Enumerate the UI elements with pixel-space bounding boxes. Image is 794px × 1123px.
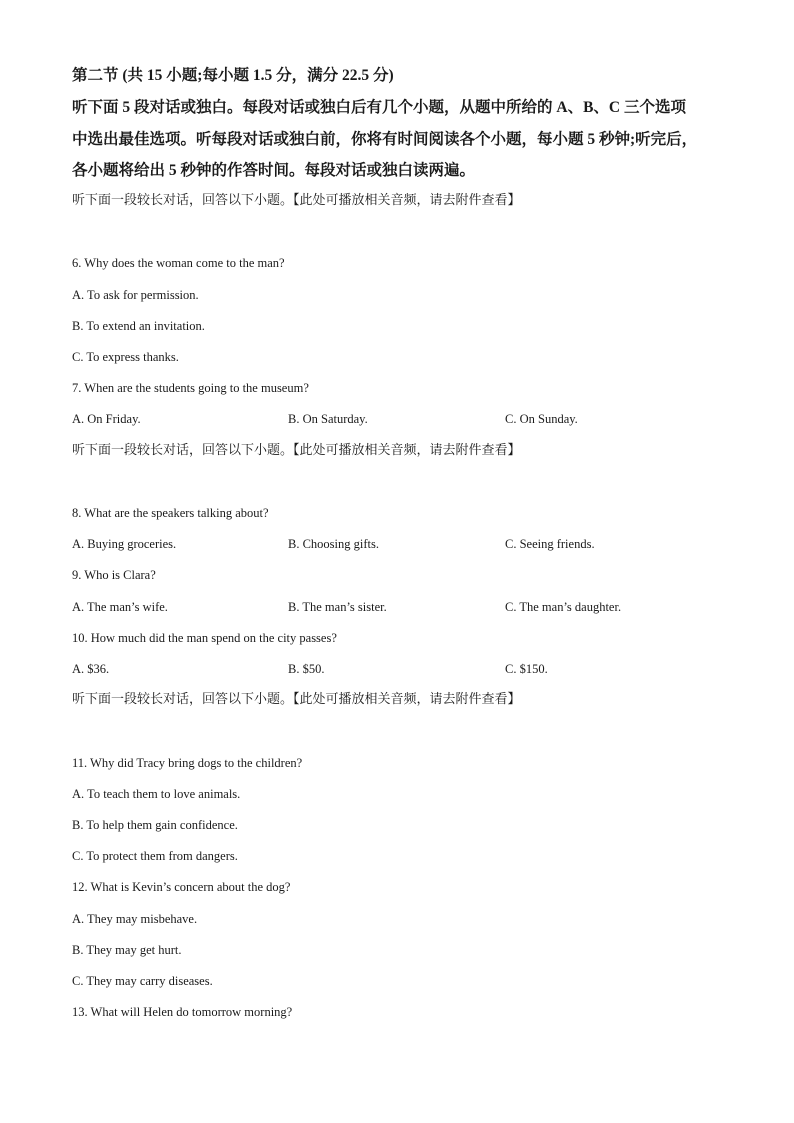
q9-option-c: C. The man’s daughter. bbox=[505, 600, 622, 614]
q8-option-b: B. Choosing gifts. bbox=[288, 537, 379, 551]
q6-option-c: C. To express thanks. bbox=[72, 350, 179, 364]
q9-option-a: A. The man’s wife. bbox=[72, 600, 168, 614]
q8-option-c: C. Seeing friends. bbox=[505, 537, 595, 551]
audio-note-1: 听下面一段较长对话，回答以下小题。【此处可播放相关音频，请去附件查看】 bbox=[72, 192, 521, 207]
question-10: 10. How much did the man spend on the city passes? bbox=[72, 631, 337, 645]
q9-option-b: B. The man’s sister. bbox=[288, 600, 387, 614]
q10-option-a: A. $36. bbox=[72, 662, 110, 676]
question-9: 9. Who is Clara? bbox=[72, 568, 156, 582]
instruction-line-1: 听下面 5 段对话或独白。每段对话或独白后有几个小题，从题中所给的 A、B、C 三个选项 bbox=[72, 99, 686, 116]
question-12: 12. What is Kevin’s concern about the dog? bbox=[72, 880, 291, 894]
q12-option-c: C. They may carry diseases. bbox=[72, 974, 213, 988]
q10-option-b: B. $50. bbox=[288, 662, 325, 676]
q8-option-a: A. Buying groceries. bbox=[72, 537, 177, 551]
question-8: 8. What are the speakers talking about? bbox=[72, 506, 269, 520]
q7-option-a: A. On Friday. bbox=[72, 412, 141, 426]
question-11: 11. Why did Tracy bring dogs to the children? bbox=[72, 756, 303, 770]
q12-option-b: B. They may get hurt. bbox=[72, 943, 182, 957]
q10-option-c: C. $150. bbox=[505, 662, 548, 676]
question-13: 13. What will Helen do tomorrow morning? bbox=[72, 1005, 293, 1019]
q11-option-b: B. To help them gain confidence. bbox=[72, 818, 238, 832]
q6-option-b: B. To extend an invitation. bbox=[72, 319, 205, 333]
q12-option-a: A. They may misbehave. bbox=[72, 912, 198, 926]
q6-option-a: A. To ask for permission. bbox=[72, 288, 199, 302]
question-7: 7. When are the students going to the museum? bbox=[72, 381, 309, 395]
audio-note-3: 听下面一段较长对话，回答以下小题。【此处可播放相关音频，请去附件查看】 bbox=[72, 691, 521, 706]
q11-option-a: A. To teach them to love animals. bbox=[72, 787, 241, 801]
question-6: 6. Why does the woman come to the man? bbox=[72, 256, 285, 270]
q11-option-c: C. To protect them from dangers. bbox=[72, 849, 238, 863]
instruction-line-3: 各小题将给出 5 秒钟的作答时间。每段对话或独白读两遍。 bbox=[72, 162, 476, 179]
instruction-line-2: 中选出最佳选项。听每段对话或独白前，你将有时间阅读各个小题，每小题 5 秒钟;听完后， bbox=[72, 131, 698, 148]
q7-option-c: C. On Sunday. bbox=[505, 412, 578, 426]
q7-option-b: B. On Saturday. bbox=[288, 412, 368, 426]
section-title: 第二节 (共 15 小题;每小题 1.5 分，满分 22.5 分) bbox=[72, 67, 394, 84]
audio-note-2: 听下面一段较长对话，回答以下小题。【此处可播放相关音频，请去附件查看】 bbox=[72, 442, 521, 457]
